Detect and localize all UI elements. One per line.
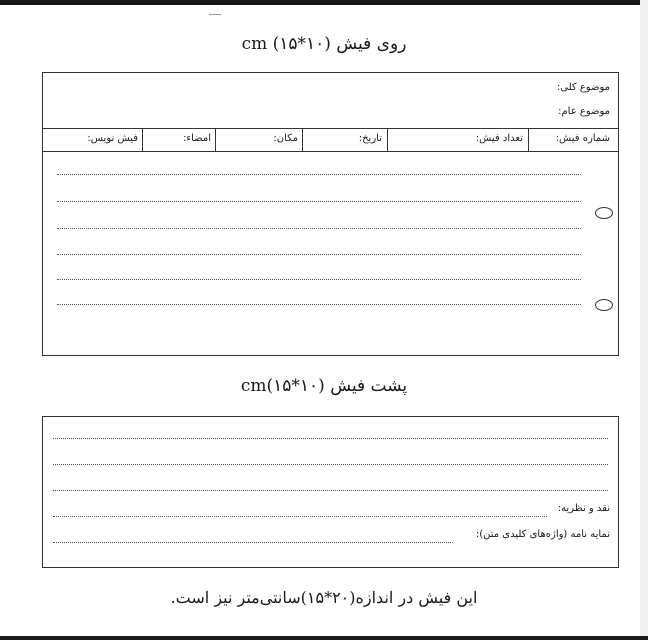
column-divider	[528, 129, 529, 151]
writing-line	[57, 174, 581, 175]
main-subject-label: موضوع عام:	[558, 106, 610, 117]
writing-line	[53, 464, 608, 465]
front-card	[42, 72, 619, 356]
page-edge	[640, 0, 648, 640]
writing-line	[53, 438, 608, 439]
keyword-index-line	[53, 542, 453, 543]
back-card-title: پشت فیش cm(۱۵*۱۰)	[240, 376, 408, 396]
place-label: مکان:	[273, 133, 298, 144]
general-subject-label: موضوع کلی:	[556, 82, 610, 93]
card-count-label: تعداد فیش:	[475, 133, 523, 144]
card-writer-label: فیش نویس:	[87, 133, 138, 144]
writing-line	[57, 304, 581, 305]
writing-line	[57, 228, 581, 229]
card-number-label: شماره فیش:	[555, 133, 610, 144]
keyword-index-label: نمایه نامه (واژه‌های کلیدی متن):	[475, 529, 610, 540]
scan-mark	[209, 14, 221, 15]
back-card	[42, 416, 619, 568]
critique-label: نقد و نظریه:	[557, 503, 610, 514]
date-label: تاریخ:	[358, 133, 382, 144]
punch-hole-icon	[595, 299, 613, 311]
writing-line	[57, 279, 581, 280]
signature-label: امضاء:	[183, 133, 211, 144]
header-row	[43, 129, 618, 151]
writing-line	[57, 201, 581, 202]
bottom-border	[0, 636, 648, 640]
writing-line	[57, 254, 581, 255]
header-row-bottom-line	[43, 151, 618, 152]
column-divider	[142, 129, 143, 151]
writing-line	[53, 490, 608, 491]
column-divider	[302, 129, 303, 151]
punch-hole-icon	[595, 207, 613, 219]
column-divider	[387, 129, 388, 151]
column-divider	[215, 129, 216, 151]
size-note: این فیش در اندازه(۲۰*۱۵)سانتی‌متر نیز است.	[170, 588, 478, 607]
front-card-title: روی فیش cm (۱۵*۱۰)	[241, 34, 407, 54]
critique-line	[53, 516, 547, 517]
top-border	[0, 0, 648, 5]
